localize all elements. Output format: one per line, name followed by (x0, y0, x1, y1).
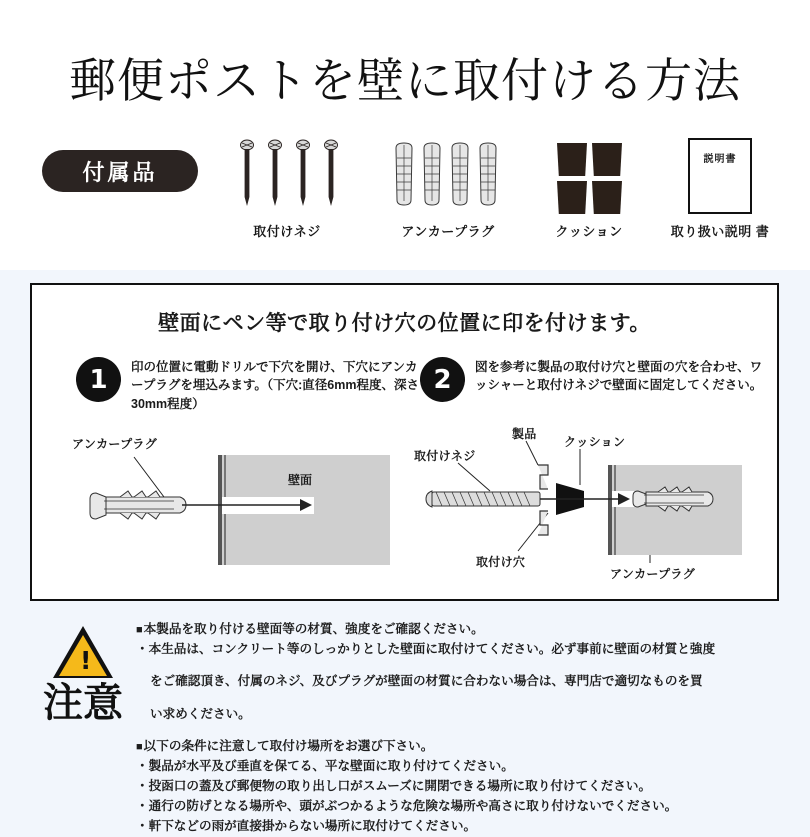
anchor-plug-icon (383, 138, 513, 214)
step-number-badge: 1 (76, 357, 121, 402)
diagram2-label-plug: アンカープラグ (610, 567, 696, 581)
cushion-icon (524, 138, 654, 214)
caution-line: ・ 製品が水平及び垂直を保てる、平な壁面に取り付けてください。 (136, 757, 782, 777)
accessory-item-manual (655, 138, 785, 240)
caution-line-cont: をご確認頂き、付属のネジ、及びプラグが壁面の材質に合わない場合は、専門店で適切なものを買 (150, 674, 703, 689)
caution-text-list (136, 612, 782, 833)
warning-triangle-icon: ! (53, 626, 113, 678)
caution-line: ・ 投函口の蓋及び郵便物の取り出し口がスムーズに開閉できる場所に取り付けてください。 (136, 777, 782, 797)
step-number-badge: 2 (420, 357, 465, 402)
accessory-item-screws (222, 138, 352, 240)
accessories-strip (0, 128, 810, 270)
accessory-caption: アンカープラグ (401, 224, 495, 239)
diagram2-label-screw: 取付けネジ (414, 449, 476, 463)
accessory-item-anchor-plugs (383, 138, 513, 240)
instruction-step-2 (420, 357, 770, 402)
caution-mark (30, 612, 136, 808)
manual-booklet-icon (655, 138, 785, 214)
accessories-badge: 付属品 (42, 150, 198, 192)
diagram-step-1 (72, 435, 412, 580)
caution-section (30, 612, 782, 833)
title-band (0, 0, 810, 128)
caution-word (43, 681, 123, 725)
instruction-step-1 (76, 357, 426, 413)
instructions-panel (30, 283, 779, 601)
caution-line-cont: い求めください。 (150, 706, 251, 721)
diagram1-label-plug: アンカープラグ (72, 437, 158, 451)
screw-icon (222, 138, 352, 214)
diagram2-label-hole: 取付け穴 (476, 555, 526, 569)
step-text: 図を参考に製品の取付け穴と壁面の穴を合わせ、ワッシャーと取付けネジで壁面に固定してください。 (475, 360, 763, 393)
step-text: 印の位置に電動ドリルで下穴を開け、下穴にアンカープラグを埋込みます。（下穴:直径6mm程度、深さ30mm程度） (131, 360, 419, 411)
caution-line: ■ 本製品を取り付ける壁面等の材質、強度をご確認ください。 (136, 620, 782, 640)
diagram1-label-wall: 壁面 (288, 473, 313, 487)
caution-word-text: 注意 (43, 681, 123, 725)
page-title: 郵便ポストを壁に取付ける方法 (69, 54, 741, 109)
caution-line: ・ 本生品は、コンクリート等のしっかりとした壁面に取付けてください。必ず事前に壁面の材質と強度 (136, 640, 782, 660)
accessory-caption: 取付けネジ (253, 224, 321, 239)
accessory-caption: クッション (555, 224, 623, 239)
caution-line: ■ 以下の条件に注意して取付け場所をお選び下さい。 (136, 737, 782, 757)
diagram2-label-cushion: クッション (564, 435, 626, 449)
accessory-item-cushions (524, 138, 654, 240)
instructions-heading: 壁面にペン等で取り付け穴の位置に印を付けます。 (158, 312, 651, 335)
accessory-caption: 取り扱い説明 書 (670, 224, 770, 239)
booklet-label: 説明書 (703, 154, 737, 165)
diagram-step-2 (414, 425, 774, 585)
caution-line: ・ 通行の防げとなる場所や、頭がぶつかるような危険な場所や高さに取り付けないでください。 (136, 797, 782, 817)
diagram2-label-product: 製品 (512, 427, 537, 441)
caution-line: ・ 軒下などの雨が直接掛からない場所に取付けてください。 (136, 817, 782, 837)
